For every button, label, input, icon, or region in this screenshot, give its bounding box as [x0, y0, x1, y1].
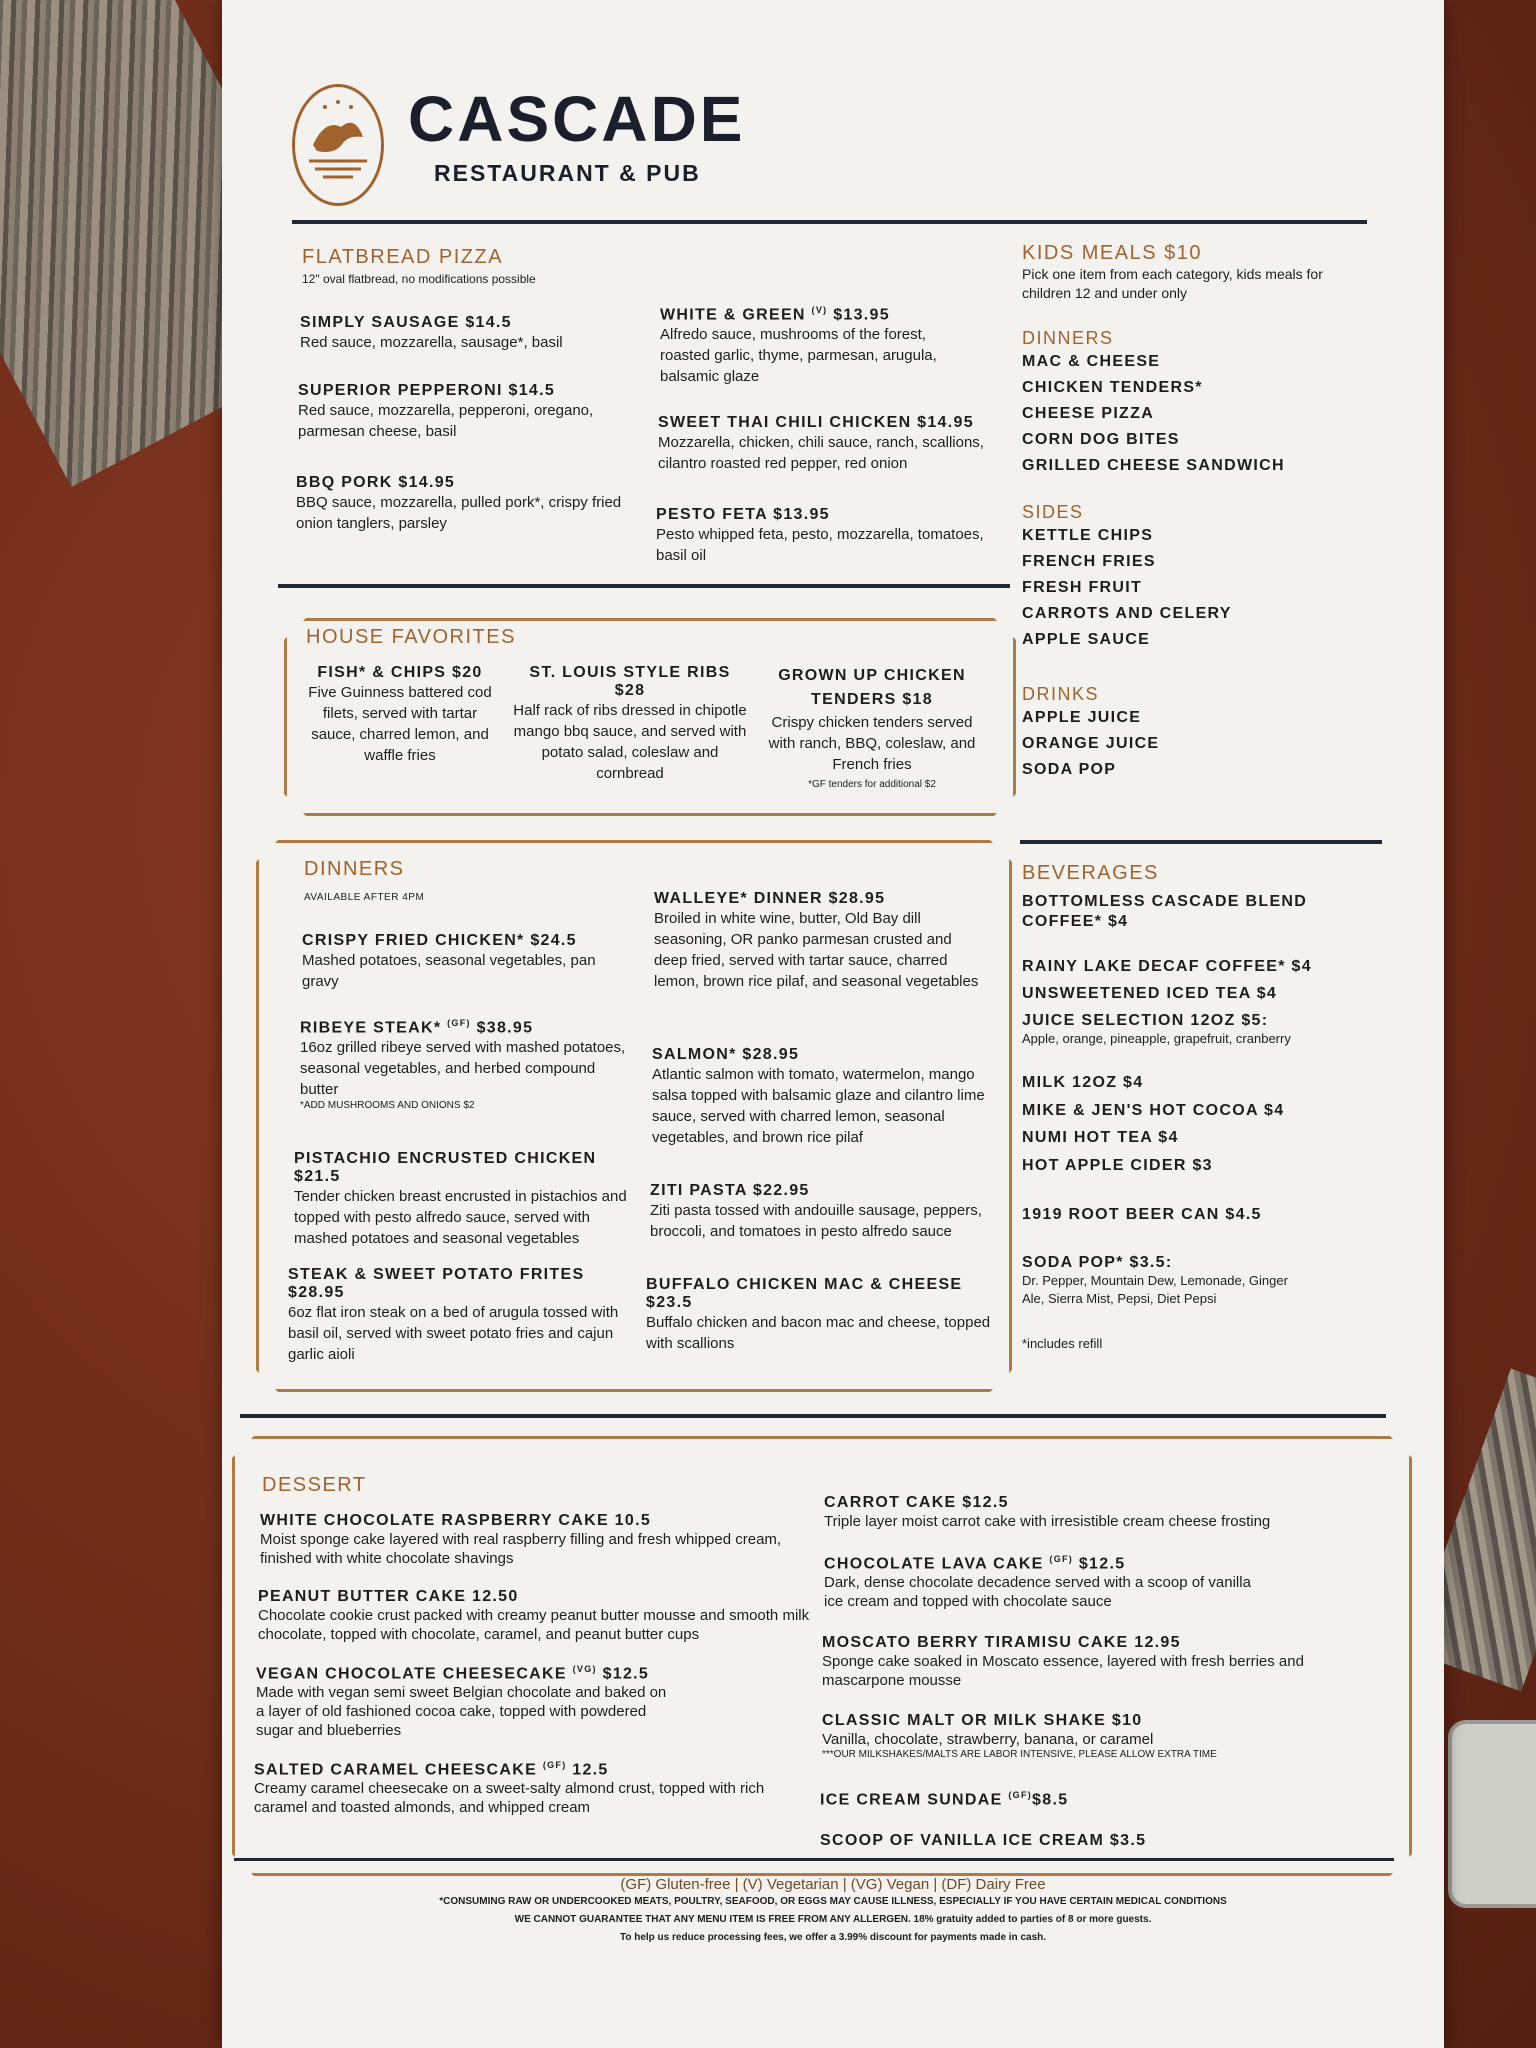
item-desc: Triple layer moist carrot cake with irresistible cream cheese frosting: [824, 1513, 1271, 1530]
item-name: ICE CREAM SUNDAE: [820, 1791, 1003, 1809]
item-note: ***OUR MILKSHAKES/MALTS ARE LABOR INTENSIVE, PLEASE ALLOW EXTRA TIME: [822, 1749, 1217, 1760]
kids-drinks-title: DRINKS: [1022, 684, 1100, 704]
item-name: ST. LOUIS STYLE RIBS $28: [529, 664, 731, 699]
diet-tag: (GF): [542, 1760, 567, 1770]
item-name: PISTACHIO ENCRUSTED CHICKEN $21.5: [294, 1150, 597, 1185]
flatbread-title: FLATBREAD PIZZA: [302, 246, 504, 268]
menu-item: [824, 1494, 1364, 1531]
menu-item: [820, 1832, 1360, 1850]
item-desc: Tender chicken breast encrusted in pistachios and topped with pesto alfredo sauce, served with mashed potatoes and seasonal vegetables: [294, 1188, 627, 1247]
list-item: FRENCH FRIES: [1022, 553, 1156, 570]
logo-emblem: [292, 84, 384, 206]
item-name: VEGAN CHOCOLATE CHEESECAKE: [256, 1665, 567, 1683]
footer-warning: *CONSUMING RAW OR UNDERCOOKED MEATS, POULTRY, SEAFOOD, OR EGGS MAY CAUSE ILLNESS, ESPECIALLY IF YOU HAVE CERTAIN MEDICAL CONDITIONS: [439, 1896, 1227, 1907]
brand-tagline: RESTAURANT & PUB: [434, 160, 701, 186]
list-item: FRESH FRUIT: [1022, 579, 1143, 596]
kids-drinks: [1022, 684, 1159, 783]
menu-item: [512, 664, 748, 784]
beverage-item: [1022, 1157, 1352, 1175]
item-desc: Mozzarella, chicken, chili sauce, ranch, scallions, cilantro roasted red pepper, red onion: [658, 434, 984, 472]
item-desc: BBQ sauce, mozzarella, pulled pork*, crispy fried onion tanglers, parsley: [296, 494, 622, 532]
diet-tag: (GF): [447, 1018, 471, 1028]
dinners-note: AVAILABLE AFTER 4PM: [304, 892, 425, 903]
item-desc: Red sauce, mozzarella, sausage*, basil: [300, 334, 563, 351]
dinners-title: DINNERS: [304, 858, 405, 880]
item-name: BBQ PORK $14.95: [296, 474, 456, 491]
menu-item: [288, 1266, 640, 1365]
item-name: SWEET THAI CHILI CHICKEN $14.95: [658, 414, 974, 431]
diet-tag: (GF): [1008, 1790, 1033, 1800]
diet-tag: (V): [811, 305, 828, 315]
beverages-title: BEVERAGES: [1022, 862, 1159, 884]
dessert-divider: [240, 1414, 1386, 1418]
item-name: GROWN UP CHICKEN TENDERS $18: [778, 667, 966, 708]
item-name: FISH* & CHIPS $20: [317, 664, 483, 681]
item-name: WHITE CHOCOLATE RASPBERRY CAKE 10.5: [260, 1512, 652, 1529]
item-desc: Apple, orange, pineapple, grapefruit, cranberry: [1022, 1031, 1291, 1046]
menu-item: [650, 1182, 1000, 1242]
kids-dinners: [1022, 328, 1285, 479]
beverage-item: [1022, 1129, 1352, 1147]
menu-item: [300, 314, 630, 353]
item-desc: Broiled in white wine, butter, Old Bay dill seasoning, OR panko parmesan crusted and deep fried, served with tartar sauce, charred lemon, brown rice pilaf, and seasonal vegetables: [654, 910, 979, 990]
kids-divider: [1020, 840, 1382, 844]
item-name: BOTTOMLESS CASCADE BLEND COFFEE* $4: [1022, 893, 1308, 930]
beverage-item: [1022, 1254, 1312, 1308]
item-desc: Vanilla, chocolate, strawberry, banana, or caramel: [822, 1731, 1154, 1748]
item-desc: Ziti pasta tossed with andouille sausage, peppers, broccoli, and tomatoes in pesto alfredo sauce: [650, 1202, 982, 1240]
item-note: *ADD MUSHROOMS AND ONIONS $2: [300, 1100, 475, 1112]
item-name: STEAK & SWEET POTATO FRITES $28.95: [288, 1266, 585, 1301]
item-desc: Dr. Pepper, Mountain Dew, Lemonade, Ginger Ale, Sierra Mist, Pepsi, Diet Pepsi: [1022, 1273, 1288, 1306]
item-name: UNSWEETENED ICED TEA $4: [1022, 985, 1278, 1002]
menu-item: [254, 1760, 814, 1817]
menu-item: [294, 1150, 644, 1249]
item-name: NUMI HOT TEA $4: [1022, 1129, 1179, 1146]
menu-item: [658, 414, 988, 474]
item-desc: Creamy caramel cheesecake on a sweet-salty almond crust, topped with rich caramel and toasted almonds, and whipped cream: [254, 1780, 765, 1817]
list-item: MAC & CHEESE: [1022, 353, 1161, 370]
item-name: ZITI PASTA $22.95: [650, 1182, 810, 1199]
item-name: HOT APPLE CIDER $3: [1022, 1157, 1213, 1174]
item-name: SALTED CARAMEL CHEESCAKE: [254, 1761, 538, 1779]
flatbread-note: 12" oval flatbread, no modifications possible: [302, 272, 536, 286]
item-price: $8.5: [1032, 1791, 1069, 1809]
item-name: WALLEYE* DINNER $28.95: [654, 890, 886, 907]
item-desc: Red sauce, mozzarella, pepperoni, oregano, parmesan cheese, basil: [298, 402, 594, 440]
item-price: $12.5: [602, 1665, 650, 1683]
footer-allergen: WE CANNOT GUARANTEE THAT ANY MENU ITEM IS FREE FROM ANY ALLERGEN. 18% gratuity added to parties of 8 or more guests.: [514, 1914, 1152, 1925]
item-name: PESTO FETA $13.95: [656, 506, 830, 523]
item-name: CRISPY FRIED CHICKEN* $24.5: [302, 932, 577, 949]
kids-dinners-title: DINNERS: [1022, 328, 1114, 348]
menu-item: [302, 932, 622, 992]
item-desc: Five Guinness battered cod filets, served with tartar sauce, charred lemon, and waffle fries: [308, 684, 492, 764]
diet-legend: (GF) Gluten-free | (V) Vegetarian | (VG) Vegan | (DF) Dairy Free: [620, 1876, 1046, 1893]
list-item: CORN DOG BITES: [1022, 431, 1180, 448]
footer-discount: To help us reduce processing fees, we offer a 3.99% discount for payments made in cash.: [619, 1932, 1047, 1943]
heron-icon: [295, 87, 381, 203]
item-name: SALMON* $28.95: [652, 1046, 800, 1063]
menu-item: [258, 1588, 818, 1644]
item-desc: Chocolate cookie crust packed with creamy peanut butter mousse and smooth milk chocolate, topped with chocolate, caramel, and peanut butter cups: [258, 1607, 810, 1643]
beverage-item: [1022, 1206, 1352, 1224]
kids-meals-section: [1022, 242, 1352, 303]
menu-item: [822, 1634, 1362, 1690]
menu-item: [822, 1712, 1362, 1760]
brand-name: CASCADE: [408, 83, 746, 155]
menu-item: [660, 305, 960, 387]
item-name: RAINY LAKE DECAF COFFEE* $4: [1022, 958, 1312, 975]
item-name: RIBEYE STEAK*: [300, 1019, 442, 1037]
beverage-item: [1022, 1012, 1302, 1047]
item-price: $13.95: [833, 306, 890, 324]
item-name: JUICE SELECTION 12OZ $5:: [1022, 1012, 1269, 1029]
diet-tag: (GF): [1049, 1554, 1074, 1564]
item-desc: Alfredo sauce, mushrooms of the forest, roasted garlic, thyme, parmesan, arugula, balsamic glaze: [660, 326, 937, 386]
menu-item: [300, 1018, 630, 1111]
item-desc: Half rack of ribs dressed in chipotle mango bbq sauce, and served with potato salad, coleslaw and cornbread: [513, 702, 747, 782]
coffee-cup: [1448, 1720, 1536, 1908]
item-price: 12.5: [572, 1761, 609, 1779]
menu-item: [296, 474, 626, 534]
dessert-title: DESSERT: [262, 1474, 367, 1496]
item-desc: Made with vegan semi sweet Belgian chocolate and baked on a layer of old fashioned cocoa cake, topped with powdered sugar and blueberries: [256, 1684, 667, 1740]
beverages-footnote: *includes refill: [1022, 1336, 1103, 1351]
item-desc: Dark, dense chocolate decadence served with a scoop of vanilla ice cream and topped with chocolate sauce: [824, 1574, 1251, 1611]
flatbread-divider: [278, 584, 1010, 588]
item-name: SIMPLY SAUSAGE $14.5: [300, 314, 512, 331]
item-name: WHITE & GREEN: [660, 306, 806, 324]
beverage-item: [1022, 958, 1352, 976]
list-item: GRILLED CHEESE SANDWICH: [1022, 457, 1285, 474]
menu-item: [646, 1276, 996, 1354]
menu-item: [298, 382, 598, 442]
item-name: CARROT CAKE $12.5: [824, 1494, 1009, 1511]
item-desc: 6oz flat iron steak on a bed of arugula tossed with basil oil, served with sweet potato fries and cajun garlic aioli: [288, 1304, 619, 1363]
list-item: CARROTS AND CELERY: [1022, 605, 1232, 622]
item-desc: 16oz grilled ribeye served with mashed potatoes, seasonal vegetables, and herbed compound butter: [300, 1039, 626, 1099]
item-note: *GF tenders for additional $2: [808, 779, 936, 790]
item-name: SCOOP OF VANILLA ICE CREAM $3.5: [820, 1832, 1147, 1849]
menu-page: [222, 0, 1444, 2048]
item-desc: Atlantic salmon with tomato, watermelon, mango salsa topped with balsamic glaze and cilantro lime sauce, served with charred lemon, seasonal vegetables, and brown rice pilaf: [652, 1066, 985, 1146]
item-name: MILK 12OZ $4: [1022, 1074, 1144, 1091]
diet-tag: (VG): [572, 1664, 597, 1674]
item-name: SUPERIOR PEPPERONI $14.5: [298, 382, 556, 399]
list-item: CHEESE PIZZA: [1022, 405, 1155, 422]
kids-title: KIDS MEALS $10: [1022, 242, 1202, 264]
footer-divider: [234, 1858, 1394, 1861]
item-desc: Pesto whipped feta, pesto, mozzarella, tomatoes, basil oil: [656, 526, 984, 564]
list-item: ORANGE JUICE: [1022, 735, 1160, 752]
item-desc: Sponge cake soaked in Moscato essence, layered with fresh berries and mascarpone mousse: [822, 1653, 1304, 1689]
item-desc: Crispy chicken tenders served with ranch, BBQ, coleslaw, and French fries: [768, 714, 976, 773]
menu-item: [300, 664, 500, 766]
menu-item: [762, 664, 982, 790]
menu-item: [260, 1512, 820, 1568]
house-title: HOUSE FAVORITES: [306, 626, 516, 648]
kids-sides: [1022, 502, 1232, 653]
beverage-item: [1022, 1102, 1352, 1120]
item-name: BUFFALO CHICKEN MAC & CHEESE $23.5: [646, 1276, 963, 1311]
item-name: 1919 ROOT BEER CAN $4.5: [1022, 1206, 1262, 1223]
item-desc: Buffalo chicken and bacon mac and cheese, topped with scallions: [646, 1314, 991, 1352]
menu-item: [824, 1554, 1264, 1611]
item-name: CLASSIC MALT OR MILK SHAKE $10: [822, 1712, 1143, 1729]
item-price: $12.5: [1078, 1555, 1126, 1573]
menu-item: [256, 1664, 796, 1740]
menu-item: [820, 1790, 1360, 1809]
item-name: MIKE & JEN'S HOT COCOA $4: [1022, 1102, 1285, 1119]
list-item: CHICKEN TENDERS*: [1022, 379, 1203, 396]
item-desc: Mashed potatoes, seasonal vegetables, pan gravy: [302, 952, 596, 990]
beverage-item: [1022, 892, 1322, 932]
list-item: APPLE SAUCE: [1022, 631, 1151, 648]
list-item: APPLE JUICE: [1022, 709, 1142, 726]
item-name: PEANUT BUTTER CAKE 12.50: [258, 1588, 519, 1605]
header-divider: [292, 220, 1367, 224]
list-item: KETTLE CHIPS: [1022, 527, 1154, 544]
item-name: SODA POP* $3.5:: [1022, 1254, 1173, 1271]
item-price: $38.95: [476, 1019, 534, 1037]
kids-note: Pick one item from each category, kids meals for children 12 and under only: [1022, 266, 1323, 301]
menu-item: [656, 506, 986, 566]
item-name: MOSCATO BERRY TIRAMISU CAKE 12.95: [822, 1634, 1181, 1651]
beverage-item: [1022, 1074, 1352, 1092]
item-name: CHOCOLATE LAVA CAKE: [824, 1555, 1044, 1573]
menu-item: [654, 890, 984, 992]
list-item: SODA POP: [1022, 761, 1117, 778]
kids-sides-title: SIDES: [1022, 502, 1084, 522]
beverage-item: [1022, 985, 1352, 1003]
menu-item: [652, 1046, 1002, 1148]
item-desc: Moist sponge cake layered with real raspberry filling and fresh whipped cream, finished with white chocolate shavings: [260, 1531, 782, 1567]
